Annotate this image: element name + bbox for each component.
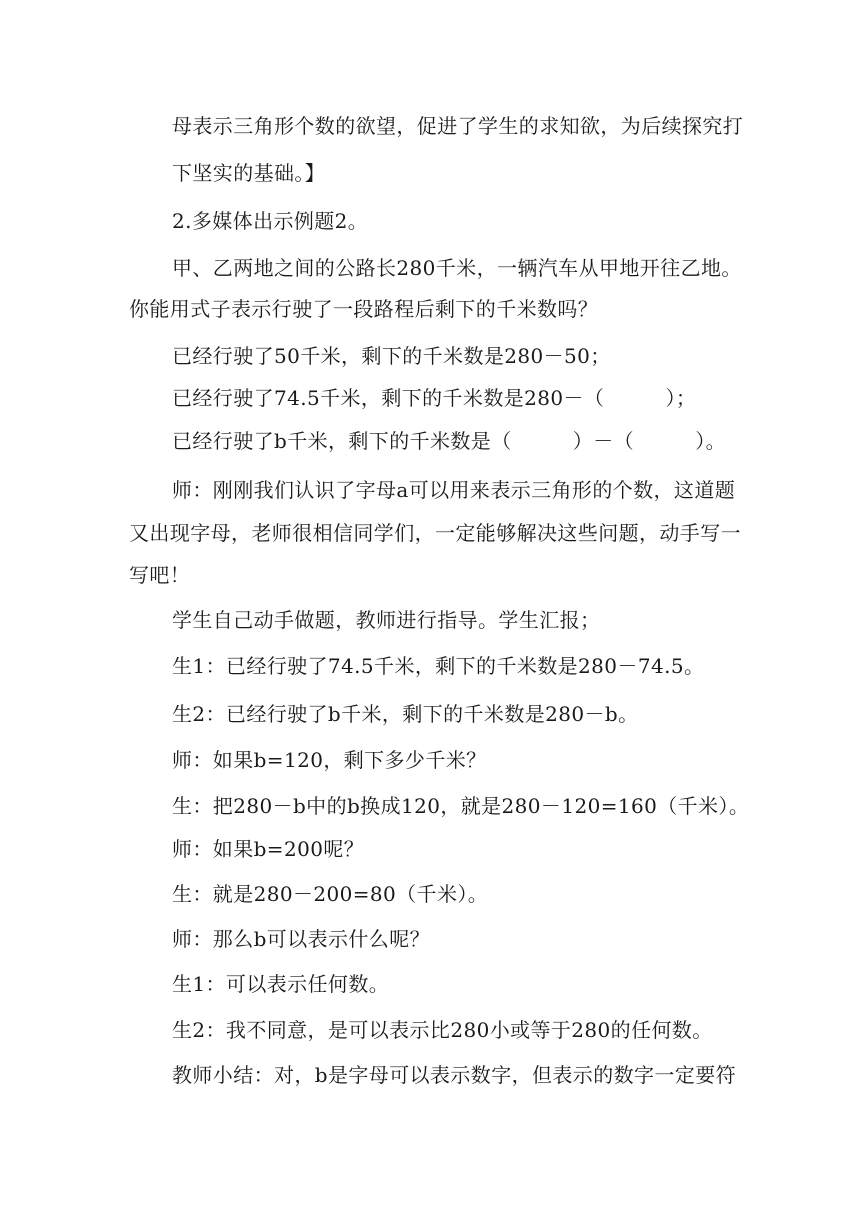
text-line: 已经行驶了50千米，剩下的千米数是280－50；	[172, 344, 611, 368]
text-line: 2.多媒体出示例题2。	[172, 209, 369, 233]
text-line: 师：那么b可以表示什么呢？	[172, 927, 431, 951]
text-line: 生：就是280－200=80（千米）。	[172, 882, 489, 906]
text-line: 生1：已经行驶了74.5千米，剩下的千米数是280－74.5。	[172, 654, 705, 678]
text-line: 甲、乙两地之间的公路长280千米，一辆汽车从甲地开往乙地。	[172, 256, 742, 280]
text-line: 师：如果b=200呢？	[172, 837, 365, 861]
text-line: 母表示三角形个数的欲望，促进了学生的求知欲，为后续探究打	[172, 114, 744, 138]
text-line: 又出现字母，老师很相信同学们，一定能够解决这些问题，动手写一	[129, 521, 741, 545]
text-line: 已经行驶了b千米，剩下的千米数是（ ）－（ ）。	[172, 429, 727, 453]
text-line: 下坚实的基础。】	[172, 161, 326, 185]
text-line: 生2：我不同意，是可以表示比280小或等于280的任何数。	[172, 1018, 713, 1042]
text-line: 师：刚刚我们认识了字母a可以用来表示三角形的个数，这道题	[172, 478, 736, 502]
text-line: 生2：已经行驶了b千米，剩下的千米数是280－b。	[172, 702, 639, 726]
text-line: 师：如果b=120，剩下多少千米？	[172, 748, 487, 772]
text-line: 生：把280－b中的b换成120，就是280－120=160（千米）。	[172, 794, 750, 818]
text-line: 学生自己动手做题，教师进行指导。学生汇报；	[172, 608, 601, 632]
text-line: 已经行驶了74.5千米，剩下的千米数是280－（ ）；	[172, 386, 697, 410]
text-line: 教师小结：对，b是字母可以表示数字，但表示的数字一定要符	[172, 1063, 737, 1087]
text-line: 写吧！	[129, 563, 191, 587]
text-line: 生1：可以表示任何数。	[172, 972, 390, 996]
text-line: 你能用式子表示行驶了一段路程后剩下的千米数吗？	[129, 297, 599, 321]
